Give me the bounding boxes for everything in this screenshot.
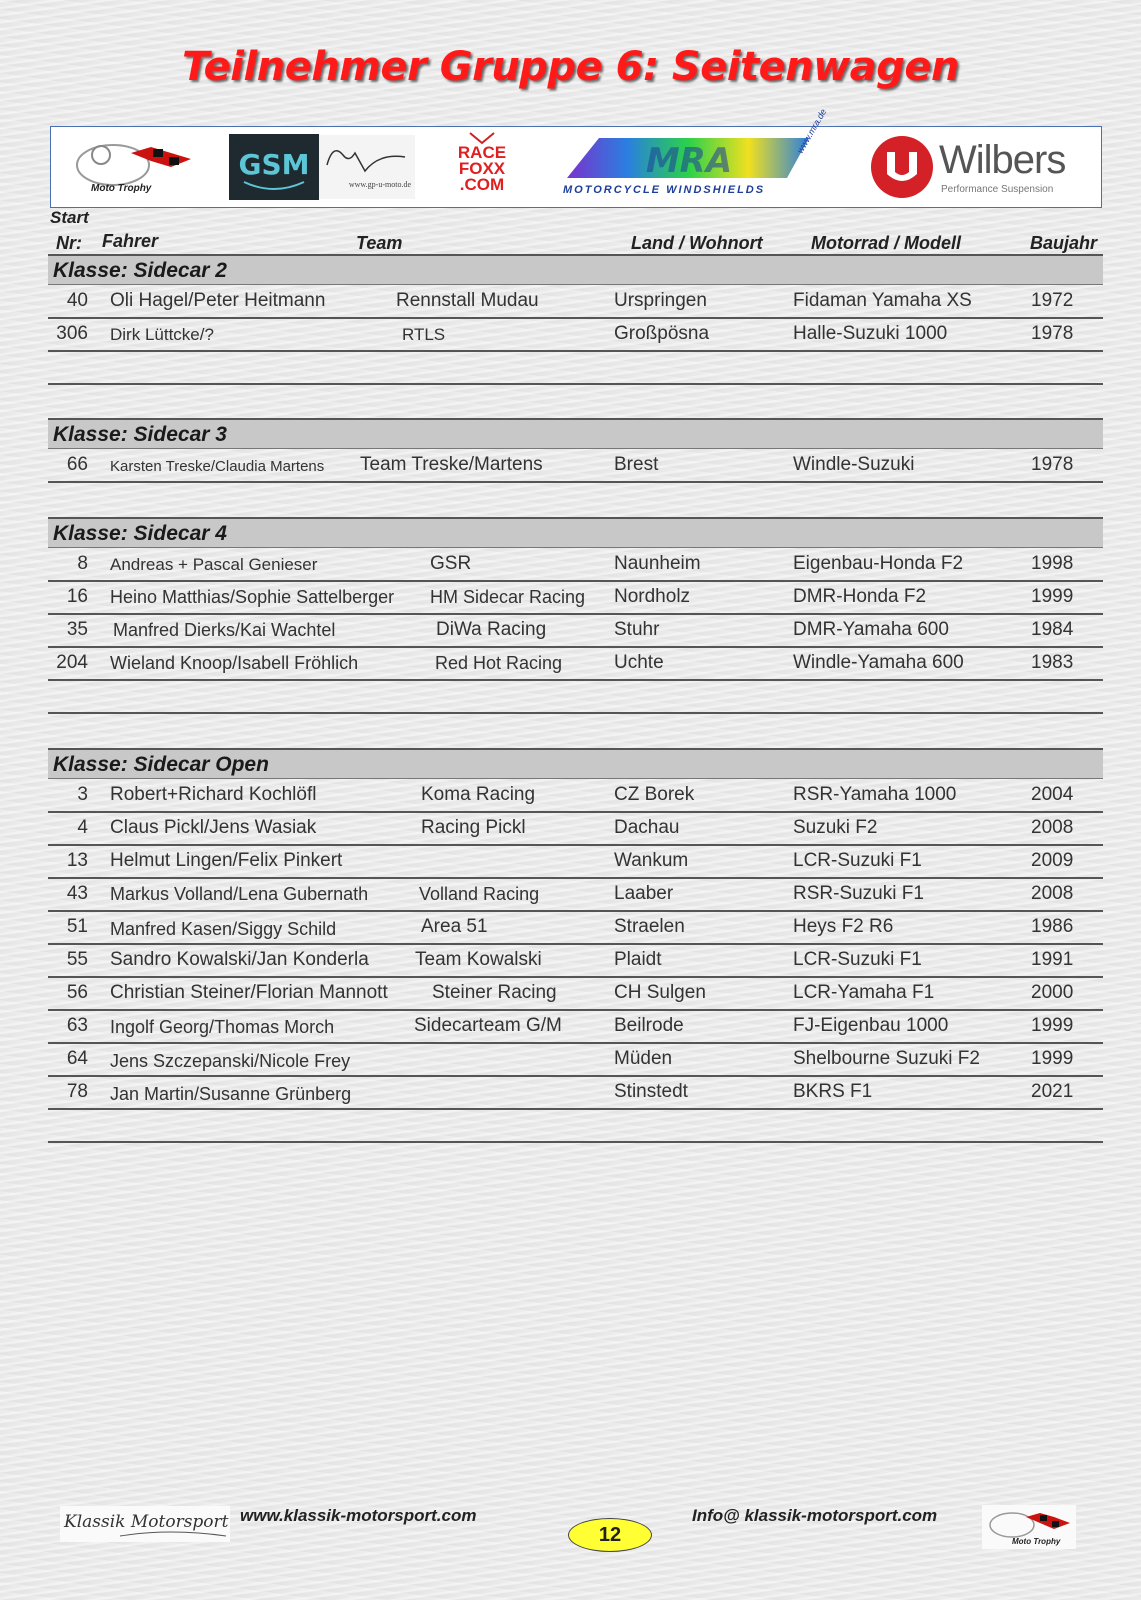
driver: Wieland Knoop/Isabell Fröhlich [110, 653, 359, 673]
motorcycle: Suzuki F2 [793, 817, 878, 838]
mra-url: www.mra.de [795, 107, 829, 155]
motorcycle: LCR-Suzuki F1 [793, 949, 922, 970]
column-land: Land / Wohnort [631, 233, 763, 253]
location: Wankum [614, 850, 689, 871]
team: Koma Racing [421, 784, 536, 805]
location: Urspringen [614, 290, 707, 311]
racefoxx-line3: .COM [459, 175, 505, 194]
start-number: 56 [66, 982, 88, 1003]
empty-row [48, 681, 1103, 714]
motorcycle: LCR-Yamaha F1 [793, 982, 935, 1003]
footer-website-link[interactable]: www.klassik-motorsport.com [240, 1506, 477, 1525]
team: Area 51 [421, 916, 488, 937]
start-number: 43 [66, 883, 88, 904]
year: 1978 [1031, 323, 1074, 344]
gsm-logo [229, 134, 319, 200]
driver: Dirk Lüttcke/? [110, 325, 214, 344]
motorcycle: Eigenbau-Honda F2 [793, 553, 964, 574]
driver: Helmut Lingen/Felix Pinkert [110, 850, 343, 871]
column-start: Start [50, 208, 89, 227]
motorcycle: DMR-Honda F2 [793, 586, 927, 607]
driver: Manfred Kasen/Siggy Schild [110, 919, 337, 939]
motorcycle: Heys F2 R6 [793, 916, 894, 937]
driver: Sandro Kowalski/Jan Konderla [110, 949, 369, 970]
class-header-sidecar-2 [48, 254, 1103, 285]
empty-row [48, 352, 1103, 385]
motorcycle: RSR-Yamaha 1000 [793, 784, 957, 805]
table-row [48, 813, 1103, 846]
motorcycle: Windle-Yamaha 600 [793, 652, 964, 673]
motorcycle: Shelbourne Suzuki F2 [793, 1048, 980, 1069]
class-header-sidecar-3 [48, 418, 1103, 449]
location: Plaidt [614, 949, 662, 970]
class-header-sidecar-4 [48, 517, 1103, 548]
year: 1983 [1031, 652, 1074, 673]
table-row [48, 615, 1103, 648]
klassik-motorsport-logo [60, 1506, 230, 1542]
start-number: 306 [56, 323, 88, 344]
start-number: 35 [66, 619, 88, 640]
team: Racing Pickl [421, 817, 526, 838]
start-number: 3 [77, 784, 88, 805]
location: Stinstedt [614, 1081, 688, 1102]
team: Sidecarteam G/M [414, 1015, 562, 1036]
footer-moto-trophy-text: Moto Trophy [1012, 1537, 1061, 1546]
driver: Karsten Treske/Claudia Martens [110, 458, 325, 475]
start-number: 13 [66, 850, 88, 871]
driver: Christian Steiner/Florian Mannott [110, 982, 388, 1003]
team: Team Treske/Martens [360, 454, 543, 475]
year: 2009 [1031, 850, 1074, 871]
driver: Markus Volland/Lena Gubernath [110, 884, 369, 904]
driver: Andreas + Pascal Genieser [110, 555, 318, 574]
footer-email-link[interactable]: Info@ klassik-motorsport.com [692, 1506, 938, 1525]
class-label: Klasse: Sidecar 3 [53, 423, 227, 446]
moto-trophy-logo [61, 133, 201, 201]
table-row [48, 846, 1103, 879]
start-number: 63 [66, 1015, 88, 1036]
empty-row [48, 714, 1103, 747]
location: Dachau [614, 817, 680, 838]
year: 1991 [1031, 949, 1074, 970]
year: 1978 [1031, 454, 1074, 475]
motorcycle: BKRS F1 [793, 1081, 873, 1102]
year: 1999 [1031, 1015, 1074, 1036]
svg-text:GSM: GSM [238, 148, 310, 181]
start-number: 64 [66, 1048, 88, 1069]
table-row [48, 945, 1103, 978]
table-row [48, 582, 1103, 615]
column-nr: Nr: [56, 233, 82, 253]
driver: Ingolf Georg/Thomas Morch [110, 1017, 335, 1037]
driver: Jens Szczepanski/Nicole Frey [110, 1051, 351, 1071]
location: Großpösna [614, 323, 710, 344]
wilbers-logo [869, 134, 1089, 200]
column-motorrad: Motorrad / Modell [811, 233, 961, 253]
motorcycle: LCR-Suzuki F1 [793, 850, 922, 871]
mra-logo [559, 107, 837, 200]
page-title: Teilnehmer Gruppe 6: Seitenwagen [182, 44, 959, 90]
team: Team Kowalski [415, 949, 542, 970]
location: Naunheim [614, 553, 701, 574]
mra-subtitle: MOTORCYCLE WINDSHIELDS [563, 184, 766, 196]
location: Uchte [614, 652, 664, 673]
team: RTLS [402, 325, 446, 344]
wilbers-subtitle: Performance Suspension [941, 184, 1054, 195]
column-fahrer: Fahrer [102, 231, 159, 251]
mra-text: MRA [645, 141, 733, 181]
start-number: 40 [66, 290, 88, 311]
motorcycle: Fidaman Yamaha XS [793, 290, 972, 311]
team: Rennstall Mudau [396, 290, 539, 311]
moto-trophy-text: Moto Trophy [91, 183, 152, 194]
class-label: Klasse: Sidecar 4 [53, 522, 227, 545]
driver: Jan Martin/Susanne Grünberg [110, 1084, 352, 1104]
gp-u-moto-url: www.gp-u-moto.de [348, 180, 411, 189]
year: 1998 [1031, 553, 1074, 574]
location: Brest [614, 454, 659, 475]
empty-row [48, 1110, 1103, 1143]
start-number: 4 [77, 817, 88, 838]
start-number: 204 [56, 652, 88, 673]
driver: Claus Pickl/Jens Wasiak [110, 817, 317, 838]
year: 1999 [1031, 586, 1074, 607]
year: 2008 [1031, 817, 1074, 838]
table-row [48, 286, 1103, 319]
team: GSR [430, 553, 472, 574]
team: DiWa Racing [436, 619, 547, 640]
racefoxx-line2: FOXX [458, 159, 506, 178]
driver: Oli Hagel/Peter Heitmann [110, 290, 326, 311]
motorcycle: FJ-Eigenbau 1000 [793, 1015, 949, 1036]
team: Volland Racing [419, 884, 540, 904]
start-number: 16 [66, 586, 88, 607]
table-row [48, 978, 1103, 1011]
class-label: Klasse: Sidecar Open [53, 753, 269, 776]
start-number: 8 [77, 553, 88, 574]
column-team: Team [356, 233, 403, 253]
year: 1986 [1031, 916, 1074, 937]
wilbers-name: Wilbers [939, 138, 1066, 182]
location: Stuhr [614, 619, 660, 640]
location: CZ Borek [614, 784, 695, 805]
gp-u-moto-logo [319, 135, 415, 199]
year: 2004 [1031, 784, 1074, 805]
table-row [48, 319, 1103, 352]
motorcycle: Halle-Suzuki 1000 [793, 323, 948, 344]
driver: Heino Matthias/Sophie Sattelberger [110, 587, 395, 607]
year: 1999 [1031, 1048, 1074, 1069]
racefoxx-line1: RACE [457, 143, 507, 162]
motorcycle: RSR-Suzuki F1 [793, 883, 924, 904]
column-baujahr: Baujahr [1030, 233, 1098, 253]
year: 1984 [1031, 619, 1074, 640]
table-row [48, 1044, 1103, 1077]
location: Nordholz [614, 586, 691, 607]
driver: Robert+Richard Kochlöfl [110, 784, 317, 805]
klassik-logo-text: Klassik Motorsport [64, 1512, 229, 1532]
sponsor-banner [50, 107, 1102, 208]
racefoxx-logo [449, 131, 515, 203]
motorcycle: Windle-Suzuki [793, 454, 915, 475]
start-number: 55 [66, 949, 88, 970]
start-number: 78 [66, 1081, 88, 1102]
table-row [48, 450, 1103, 483]
year: 2021 [1031, 1081, 1074, 1102]
table-row [48, 912, 1103, 945]
motorcycle: DMR-Yamaha 600 [793, 619, 949, 640]
page-number-badge: 12 [568, 1518, 652, 1552]
driver: Manfred Dierks/Kai Wachtel [113, 620, 336, 640]
start-number: 51 [66, 916, 88, 937]
class-header-sidecar-open [48, 748, 1103, 779]
table-row [48, 780, 1103, 813]
empty-row [48, 385, 1103, 418]
empty-row [48, 483, 1103, 516]
location: Straelen [614, 916, 685, 937]
table-row [48, 1011, 1103, 1044]
team: Red Hot Racing [435, 653, 563, 673]
location: Beilrode [614, 1015, 684, 1036]
team: HM Sidecar Racing [430, 587, 586, 607]
team: Steiner Racing [432, 982, 557, 1003]
year: 2008 [1031, 883, 1074, 904]
class-label: Klasse: Sidecar 2 [53, 259, 227, 282]
year: 1972 [1031, 290, 1074, 311]
table-row [48, 648, 1103, 681]
location: Laaber [614, 883, 674, 904]
year: 2000 [1031, 982, 1074, 1003]
table-row [48, 879, 1103, 912]
footer-moto-trophy-logo [982, 1505, 1076, 1549]
table-row [48, 1077, 1103, 1110]
table-row [48, 549, 1103, 582]
location: CH Sulgen [614, 982, 706, 1003]
location: Müden [614, 1048, 673, 1069]
start-number: 66 [66, 454, 88, 475]
